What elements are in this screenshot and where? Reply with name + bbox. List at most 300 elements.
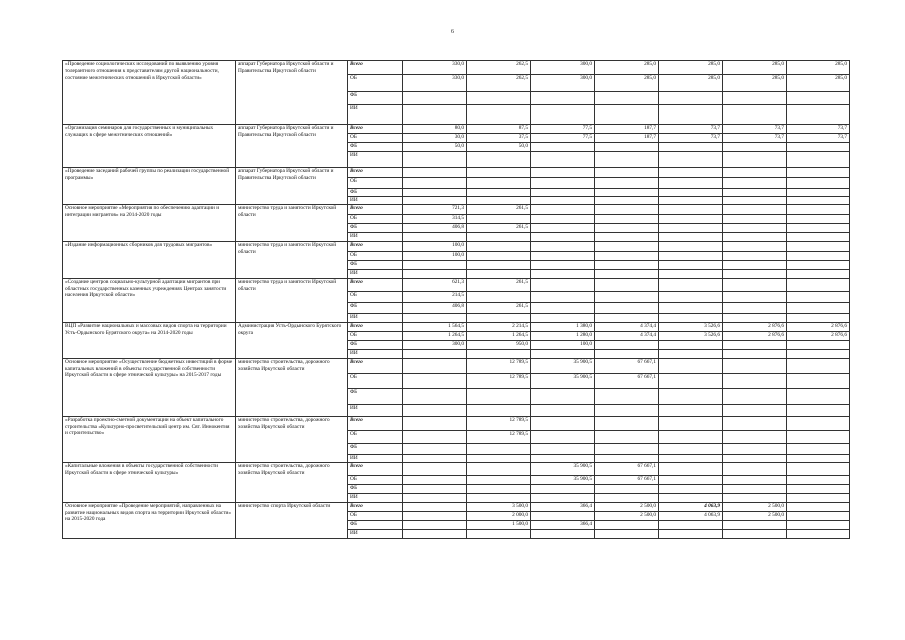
amount-cell bbox=[595, 168, 659, 178]
amount-cell bbox=[595, 278, 659, 291]
amount-cell bbox=[531, 388, 595, 404]
amount-cell: 30,0 bbox=[403, 134, 467, 143]
amount-cell bbox=[723, 388, 787, 404]
amount-cell bbox=[787, 214, 850, 223]
amount-cell bbox=[467, 291, 531, 302]
amount-cell bbox=[531, 92, 595, 105]
amount-cell bbox=[467, 529, 531, 538]
measure-executor: аппарат Губернатора Иркутской области и Правительства Иркутской области bbox=[236, 125, 348, 168]
amount-cell bbox=[659, 358, 723, 373]
amount-cell bbox=[403, 168, 467, 178]
measure-name: «Проведение социологических исследований по выявлению уровня толерантного отношения к представителям другой национальности, состояние межэтнических отношений в Иркутской области» bbox=[63, 61, 236, 125]
funding-source-ob: ОБ bbox=[348, 373, 403, 388]
funding-source-total: Всего bbox=[348, 416, 403, 430]
amount-cell bbox=[787, 260, 850, 269]
amount-cell bbox=[723, 260, 787, 269]
amount-cell bbox=[595, 178, 659, 189]
amount-cell bbox=[659, 443, 723, 454]
funding-source-ob: ОБ bbox=[348, 331, 403, 340]
amount-cell bbox=[403, 529, 467, 538]
amount-cell: 4 063,9 bbox=[659, 502, 723, 511]
amount-cell bbox=[595, 313, 659, 322]
amount-cell: 12 789,5 bbox=[467, 358, 531, 373]
amount-cell bbox=[659, 462, 723, 475]
amount-cell: 50,0 bbox=[467, 143, 531, 152]
amount-cell bbox=[467, 168, 531, 178]
amount-cell: 261,5 bbox=[467, 278, 531, 291]
amount-cell: 37,5 bbox=[467, 134, 531, 143]
amount-cell: 2 876,6 bbox=[787, 322, 850, 331]
amount-cell bbox=[723, 291, 787, 302]
amount-cell bbox=[723, 105, 787, 125]
amount-cell bbox=[787, 373, 850, 388]
amount-cell bbox=[531, 168, 595, 178]
budget-table bbox=[62, 60, 850, 539]
funding-source-total: Всего bbox=[348, 204, 403, 214]
amount-cell bbox=[659, 388, 723, 404]
funding-source-fb: ФБ bbox=[348, 302, 403, 313]
amount-cell: 300,0 bbox=[403, 340, 467, 349]
amount-cell bbox=[723, 358, 787, 373]
amount-cell bbox=[723, 178, 787, 189]
amount-cell: 285,0 bbox=[659, 61, 723, 75]
amount-cell bbox=[595, 204, 659, 214]
amount-cell bbox=[723, 189, 787, 197]
amount-cell: 285,0 bbox=[659, 75, 723, 92]
funding-source-ii: ИИ bbox=[348, 454, 403, 462]
amount-cell bbox=[659, 454, 723, 462]
amount-cell: 261,5 bbox=[467, 223, 531, 232]
amount-cell bbox=[531, 529, 595, 538]
amount-cell: 67 667,1 bbox=[595, 462, 659, 475]
amount-cell bbox=[467, 214, 531, 223]
measure-name: «Издание информационных сборников для трудовых мигрантов» bbox=[63, 241, 236, 278]
amount-cell bbox=[403, 520, 467, 529]
amount-cell bbox=[531, 152, 595, 168]
amount-cell bbox=[723, 278, 787, 291]
amount-cell bbox=[787, 493, 850, 502]
amount-cell bbox=[403, 493, 467, 502]
funding-source-fb: ФБ bbox=[348, 92, 403, 105]
amount-cell: 330,0 bbox=[403, 75, 467, 92]
table-row bbox=[63, 416, 850, 430]
amount-cell bbox=[723, 529, 787, 538]
amount-cell bbox=[787, 404, 850, 416]
funding-source-fb: ФБ bbox=[348, 260, 403, 269]
amount-cell bbox=[467, 241, 531, 251]
amount-cell bbox=[467, 493, 531, 502]
funding-source-total: Всего bbox=[348, 241, 403, 251]
funding-source-total: Всего bbox=[348, 168, 403, 178]
amount-cell: 73,7 bbox=[659, 134, 723, 143]
amount-cell bbox=[659, 105, 723, 125]
amount-cell bbox=[787, 443, 850, 454]
amount-cell bbox=[531, 260, 595, 269]
amount-cell bbox=[723, 484, 787, 493]
measure-executor: аппарат Губернатора Иркутской области и Правительства Иркутской области bbox=[236, 168, 348, 205]
amount-cell bbox=[531, 241, 595, 251]
amount-cell: 50,0 bbox=[403, 143, 467, 152]
amount-cell bbox=[787, 475, 850, 484]
amount-cell bbox=[659, 143, 723, 152]
amount-cell: 4 063,9 bbox=[659, 511, 723, 520]
amount-cell bbox=[595, 520, 659, 529]
amount-cell: 285,0 bbox=[723, 61, 787, 75]
amount-cell bbox=[787, 223, 850, 232]
amount-cell bbox=[659, 349, 723, 358]
amount-cell: 950,0 bbox=[467, 340, 531, 349]
amount-cell bbox=[403, 105, 467, 125]
amount-cell: 35 900,5 bbox=[531, 373, 595, 388]
amount-cell: 366,4 bbox=[531, 502, 595, 511]
funding-source-ob: ОБ bbox=[348, 75, 403, 92]
amount-cell bbox=[403, 92, 467, 105]
funding-source-total: Всего bbox=[348, 502, 403, 511]
amount-cell: 3 526,6 bbox=[659, 331, 723, 340]
amount-cell: 4 374,4 bbox=[595, 331, 659, 340]
amount-cell bbox=[787, 416, 850, 430]
amount-cell bbox=[467, 388, 531, 404]
amount-cell bbox=[595, 349, 659, 358]
measure-executor: министерство строительства, дорожного хозяйства Иркутской области bbox=[236, 462, 348, 502]
amount-cell bbox=[467, 349, 531, 358]
amount-cell bbox=[659, 178, 723, 189]
measure-name: ВЦП «Развитие национальных и массовых видов спорта на территории Усть-Ордынского Бурятского округа» на 2014-2020 годы bbox=[63, 322, 236, 358]
amount-cell bbox=[787, 502, 850, 511]
amount-cell bbox=[787, 313, 850, 322]
amount-cell bbox=[531, 349, 595, 358]
amount-cell: 214,5 bbox=[403, 291, 467, 302]
amount-cell bbox=[403, 443, 467, 454]
amount-cell bbox=[723, 520, 787, 529]
amount-cell: 2 876,6 bbox=[787, 331, 850, 340]
table-row bbox=[63, 502, 850, 511]
measure-executor: министерство строительства, дорожного хозяйства Иркутской области bbox=[236, 358, 348, 416]
amount-cell bbox=[787, 358, 850, 373]
amount-cell: 187,7 bbox=[595, 134, 659, 143]
amount-cell bbox=[595, 291, 659, 302]
amount-cell: 187,7 bbox=[595, 125, 659, 134]
amount-cell bbox=[467, 251, 531, 260]
amount-cell: 67 667,1 bbox=[595, 475, 659, 484]
amount-cell: 261,5 bbox=[467, 204, 531, 214]
amount-cell: 80,0 bbox=[403, 125, 467, 134]
funding-source-fb: ФБ bbox=[348, 189, 403, 197]
amount-cell bbox=[659, 493, 723, 502]
amount-cell: 73,7 bbox=[787, 125, 850, 134]
amount-cell bbox=[531, 189, 595, 197]
amount-cell bbox=[659, 340, 723, 349]
amount-cell: 285,0 bbox=[595, 61, 659, 75]
funding-source-fb: ФБ bbox=[348, 388, 403, 404]
amount-cell bbox=[787, 204, 850, 214]
amount-cell bbox=[595, 493, 659, 502]
amount-cell bbox=[403, 189, 467, 197]
amount-cell bbox=[787, 92, 850, 105]
amount-cell bbox=[723, 302, 787, 313]
amount-cell bbox=[787, 430, 850, 443]
amount-cell bbox=[595, 197, 659, 205]
amount-cell bbox=[403, 388, 467, 404]
amount-cell: 73,7 bbox=[659, 125, 723, 134]
funding-source-total: Всего bbox=[348, 61, 403, 75]
amount-cell: 35 900,5 bbox=[531, 475, 595, 484]
amount-cell bbox=[723, 143, 787, 152]
table-row bbox=[63, 241, 850, 251]
amount-cell bbox=[659, 529, 723, 538]
amount-cell bbox=[723, 493, 787, 502]
amount-cell bbox=[787, 454, 850, 462]
amount-cell: 35 900,5 bbox=[531, 462, 595, 475]
table-row bbox=[63, 358, 850, 373]
amount-cell: 1 380,0 bbox=[531, 322, 595, 331]
amount-cell: 366,4 bbox=[531, 520, 595, 529]
funding-source-ii: ИИ bbox=[348, 349, 403, 358]
amount-cell: 67 667,1 bbox=[595, 358, 659, 373]
funding-source-ii: ИИ bbox=[348, 529, 403, 538]
amount-cell bbox=[787, 241, 850, 251]
amount-cell: 300,0 bbox=[531, 75, 595, 92]
measure-name: Основное мероприятие «Мероприятия по обеспечению адаптации и интеграции мигрантов» на 2014-2020 годы bbox=[63, 204, 236, 241]
amount-cell bbox=[787, 232, 850, 241]
amount-cell bbox=[787, 168, 850, 178]
amount-cell bbox=[467, 462, 531, 475]
amount-cell bbox=[659, 204, 723, 214]
amount-cell bbox=[531, 178, 595, 189]
funding-source-ob: ОБ bbox=[348, 251, 403, 260]
amount-cell bbox=[531, 204, 595, 214]
amount-cell bbox=[787, 388, 850, 404]
amount-cell bbox=[403, 373, 467, 388]
amount-cell bbox=[403, 416, 467, 430]
amount-cell bbox=[787, 511, 850, 520]
funding-source-fb: ФБ bbox=[348, 443, 403, 454]
measure-name: «Создание центров социально-культурной адаптации мигрантов при областных государственных казенных учреждениях Центрах занятости населения Иркутской области» bbox=[63, 278, 236, 322]
amount-cell bbox=[531, 251, 595, 260]
amount-cell: 262,5 bbox=[467, 75, 531, 92]
amount-cell bbox=[531, 484, 595, 493]
amount-cell bbox=[787, 197, 850, 205]
amount-cell bbox=[403, 430, 467, 443]
amount-cell bbox=[659, 152, 723, 168]
page-number: 6 bbox=[451, 29, 454, 35]
amount-cell bbox=[531, 493, 595, 502]
amount-cell: 1 280,0 bbox=[531, 331, 595, 340]
amount-cell bbox=[723, 430, 787, 443]
amount-cell bbox=[659, 92, 723, 105]
amount-cell bbox=[787, 484, 850, 493]
measure-executor: министерство труда и занятости Иркутской области bbox=[236, 241, 348, 278]
amount-cell bbox=[531, 223, 595, 232]
amount-cell bbox=[659, 313, 723, 322]
amount-cell bbox=[531, 214, 595, 223]
amount-cell bbox=[723, 223, 787, 232]
amount-cell bbox=[531, 269, 595, 278]
amount-cell bbox=[531, 278, 595, 291]
amount-cell: 67 667,1 bbox=[595, 373, 659, 388]
funding-source-ob: ОБ bbox=[348, 178, 403, 189]
amount-cell bbox=[723, 404, 787, 416]
amount-cell bbox=[723, 462, 787, 475]
amount-cell bbox=[403, 462, 467, 475]
amount-cell: 261,5 bbox=[467, 302, 531, 313]
funding-source-ob: ОБ bbox=[348, 214, 403, 223]
amount-cell: 3 526,6 bbox=[659, 322, 723, 331]
amount-cell bbox=[403, 454, 467, 462]
amount-cell bbox=[787, 269, 850, 278]
funding-source-total: Всего bbox=[348, 462, 403, 475]
table-row bbox=[63, 322, 850, 331]
amount-cell bbox=[595, 143, 659, 152]
amount-cell: 285,0 bbox=[723, 75, 787, 92]
amount-cell: 87,5 bbox=[467, 125, 531, 134]
funding-source-ob: ОБ bbox=[348, 511, 403, 520]
amount-cell bbox=[659, 404, 723, 416]
amount-cell: 314,5 bbox=[403, 214, 467, 223]
amount-cell bbox=[467, 232, 531, 241]
amount-cell: 1 564,5 bbox=[403, 322, 467, 331]
amount-cell bbox=[723, 241, 787, 251]
amount-cell bbox=[595, 232, 659, 241]
amount-cell bbox=[531, 511, 595, 520]
amount-cell bbox=[595, 214, 659, 223]
amount-cell: 12 789,5 bbox=[467, 430, 531, 443]
amount-cell bbox=[787, 349, 850, 358]
amount-cell bbox=[659, 291, 723, 302]
amount-cell: 100,0 bbox=[403, 251, 467, 260]
amount-cell: 285,0 bbox=[787, 75, 850, 92]
amount-cell bbox=[787, 189, 850, 197]
amount-cell: 2 500,0 bbox=[723, 502, 787, 511]
amount-cell bbox=[467, 260, 531, 269]
amount-cell bbox=[723, 251, 787, 260]
amount-cell bbox=[467, 269, 531, 278]
amount-cell bbox=[659, 475, 723, 484]
amount-cell: 285,0 bbox=[595, 75, 659, 92]
funding-source-total: Всего bbox=[348, 322, 403, 331]
amount-cell bbox=[787, 152, 850, 168]
amount-cell: 100,0 bbox=[531, 340, 595, 349]
table-row bbox=[63, 278, 850, 291]
funding-source-ii: ИИ bbox=[348, 152, 403, 168]
amount-cell bbox=[467, 197, 531, 205]
amount-cell bbox=[723, 454, 787, 462]
amount-cell bbox=[531, 454, 595, 462]
measure-name: Основное мероприятие «Осуществление бюджетных инвестиций в форме капитальных вложений в объекты государственной собственности Иркутской области в сфере этнической культуры» на 2015-2017 годы bbox=[63, 358, 236, 416]
amount-cell bbox=[595, 189, 659, 197]
amount-cell bbox=[659, 484, 723, 493]
amount-cell: 73,7 bbox=[723, 125, 787, 134]
table-row bbox=[63, 204, 850, 214]
measure-executor: Администрация Усть-Ордынского Бурятского округа bbox=[236, 322, 348, 358]
amount-cell bbox=[595, 430, 659, 443]
amount-cell bbox=[723, 204, 787, 214]
amount-cell bbox=[787, 143, 850, 152]
amount-cell bbox=[595, 484, 659, 493]
amount-cell bbox=[723, 152, 787, 168]
amount-cell bbox=[723, 232, 787, 241]
amount-cell: 1 264,5 bbox=[403, 331, 467, 340]
amount-cell bbox=[595, 223, 659, 232]
amount-cell bbox=[659, 168, 723, 178]
amount-cell: 721,3 bbox=[403, 204, 467, 214]
amount-cell: 1 500,0 bbox=[467, 520, 531, 529]
amount-cell bbox=[467, 313, 531, 322]
amount-cell bbox=[659, 214, 723, 223]
amount-cell bbox=[595, 529, 659, 538]
amount-cell: 330,0 bbox=[403, 61, 467, 75]
amount-cell bbox=[595, 340, 659, 349]
measure-executor: министерство спорта Иркутской области bbox=[236, 502, 348, 538]
amount-cell: 35 900,5 bbox=[531, 358, 595, 373]
amount-cell bbox=[403, 197, 467, 205]
amount-cell bbox=[723, 416, 787, 430]
amount-cell bbox=[723, 197, 787, 205]
funding-source-ii: ИИ bbox=[348, 269, 403, 278]
amount-cell bbox=[659, 430, 723, 443]
amount-cell: 12 789,5 bbox=[467, 373, 531, 388]
funding-source-fb: ФБ bbox=[348, 340, 403, 349]
amount-cell bbox=[531, 416, 595, 430]
amount-cell: 3 500,0 bbox=[467, 502, 531, 511]
amount-cell bbox=[467, 484, 531, 493]
amount-cell bbox=[595, 302, 659, 313]
amount-cell: 406,8 bbox=[403, 302, 467, 313]
amount-cell bbox=[659, 269, 723, 278]
amount-cell bbox=[403, 349, 467, 358]
funding-source-ob: ОБ bbox=[348, 430, 403, 443]
amount-cell bbox=[467, 105, 531, 125]
measure-name: «Разработка проектно-сметной документации на объект капитального строительства «Культурно-просветительский центр им. Свт. Иннокентия и строительство» bbox=[63, 416, 236, 462]
amount-cell bbox=[595, 251, 659, 260]
amount-cell bbox=[659, 520, 723, 529]
amount-cell bbox=[659, 189, 723, 197]
amount-cell: 2 214,5 bbox=[467, 322, 531, 331]
funding-source-ii: ИИ bbox=[348, 232, 403, 241]
amount-cell bbox=[723, 168, 787, 178]
amount-cell bbox=[787, 529, 850, 538]
amount-cell bbox=[595, 388, 659, 404]
amount-cell bbox=[595, 404, 659, 416]
amount-cell bbox=[531, 430, 595, 443]
amount-cell bbox=[403, 475, 467, 484]
amount-cell bbox=[595, 92, 659, 105]
funding-source-ob: ОБ bbox=[348, 475, 403, 484]
measure-executor: аппарат Губернатора Иркутской области и Правительства Иркутской области bbox=[236, 61, 348, 125]
amount-cell bbox=[595, 152, 659, 168]
amount-cell bbox=[467, 475, 531, 484]
amount-cell: 12 789,5 bbox=[467, 416, 531, 430]
amount-cell bbox=[403, 232, 467, 241]
amount-cell bbox=[403, 152, 467, 168]
amount-cell bbox=[787, 520, 850, 529]
amount-cell bbox=[531, 105, 595, 125]
table-row bbox=[63, 168, 850, 178]
amount-cell: 2 876,6 bbox=[723, 322, 787, 331]
amount-cell bbox=[723, 340, 787, 349]
amount-cell bbox=[659, 260, 723, 269]
funding-source-ii: ИИ bbox=[348, 197, 403, 205]
funding-source-fb: ФБ bbox=[348, 484, 403, 493]
amount-cell bbox=[403, 178, 467, 189]
amount-cell: 406,8 bbox=[403, 223, 467, 232]
funding-source-fb: ФБ bbox=[348, 520, 403, 529]
amount-cell bbox=[531, 404, 595, 416]
amount-cell bbox=[787, 291, 850, 302]
amount-cell bbox=[595, 105, 659, 125]
amount-cell bbox=[787, 340, 850, 349]
amount-cell bbox=[723, 373, 787, 388]
